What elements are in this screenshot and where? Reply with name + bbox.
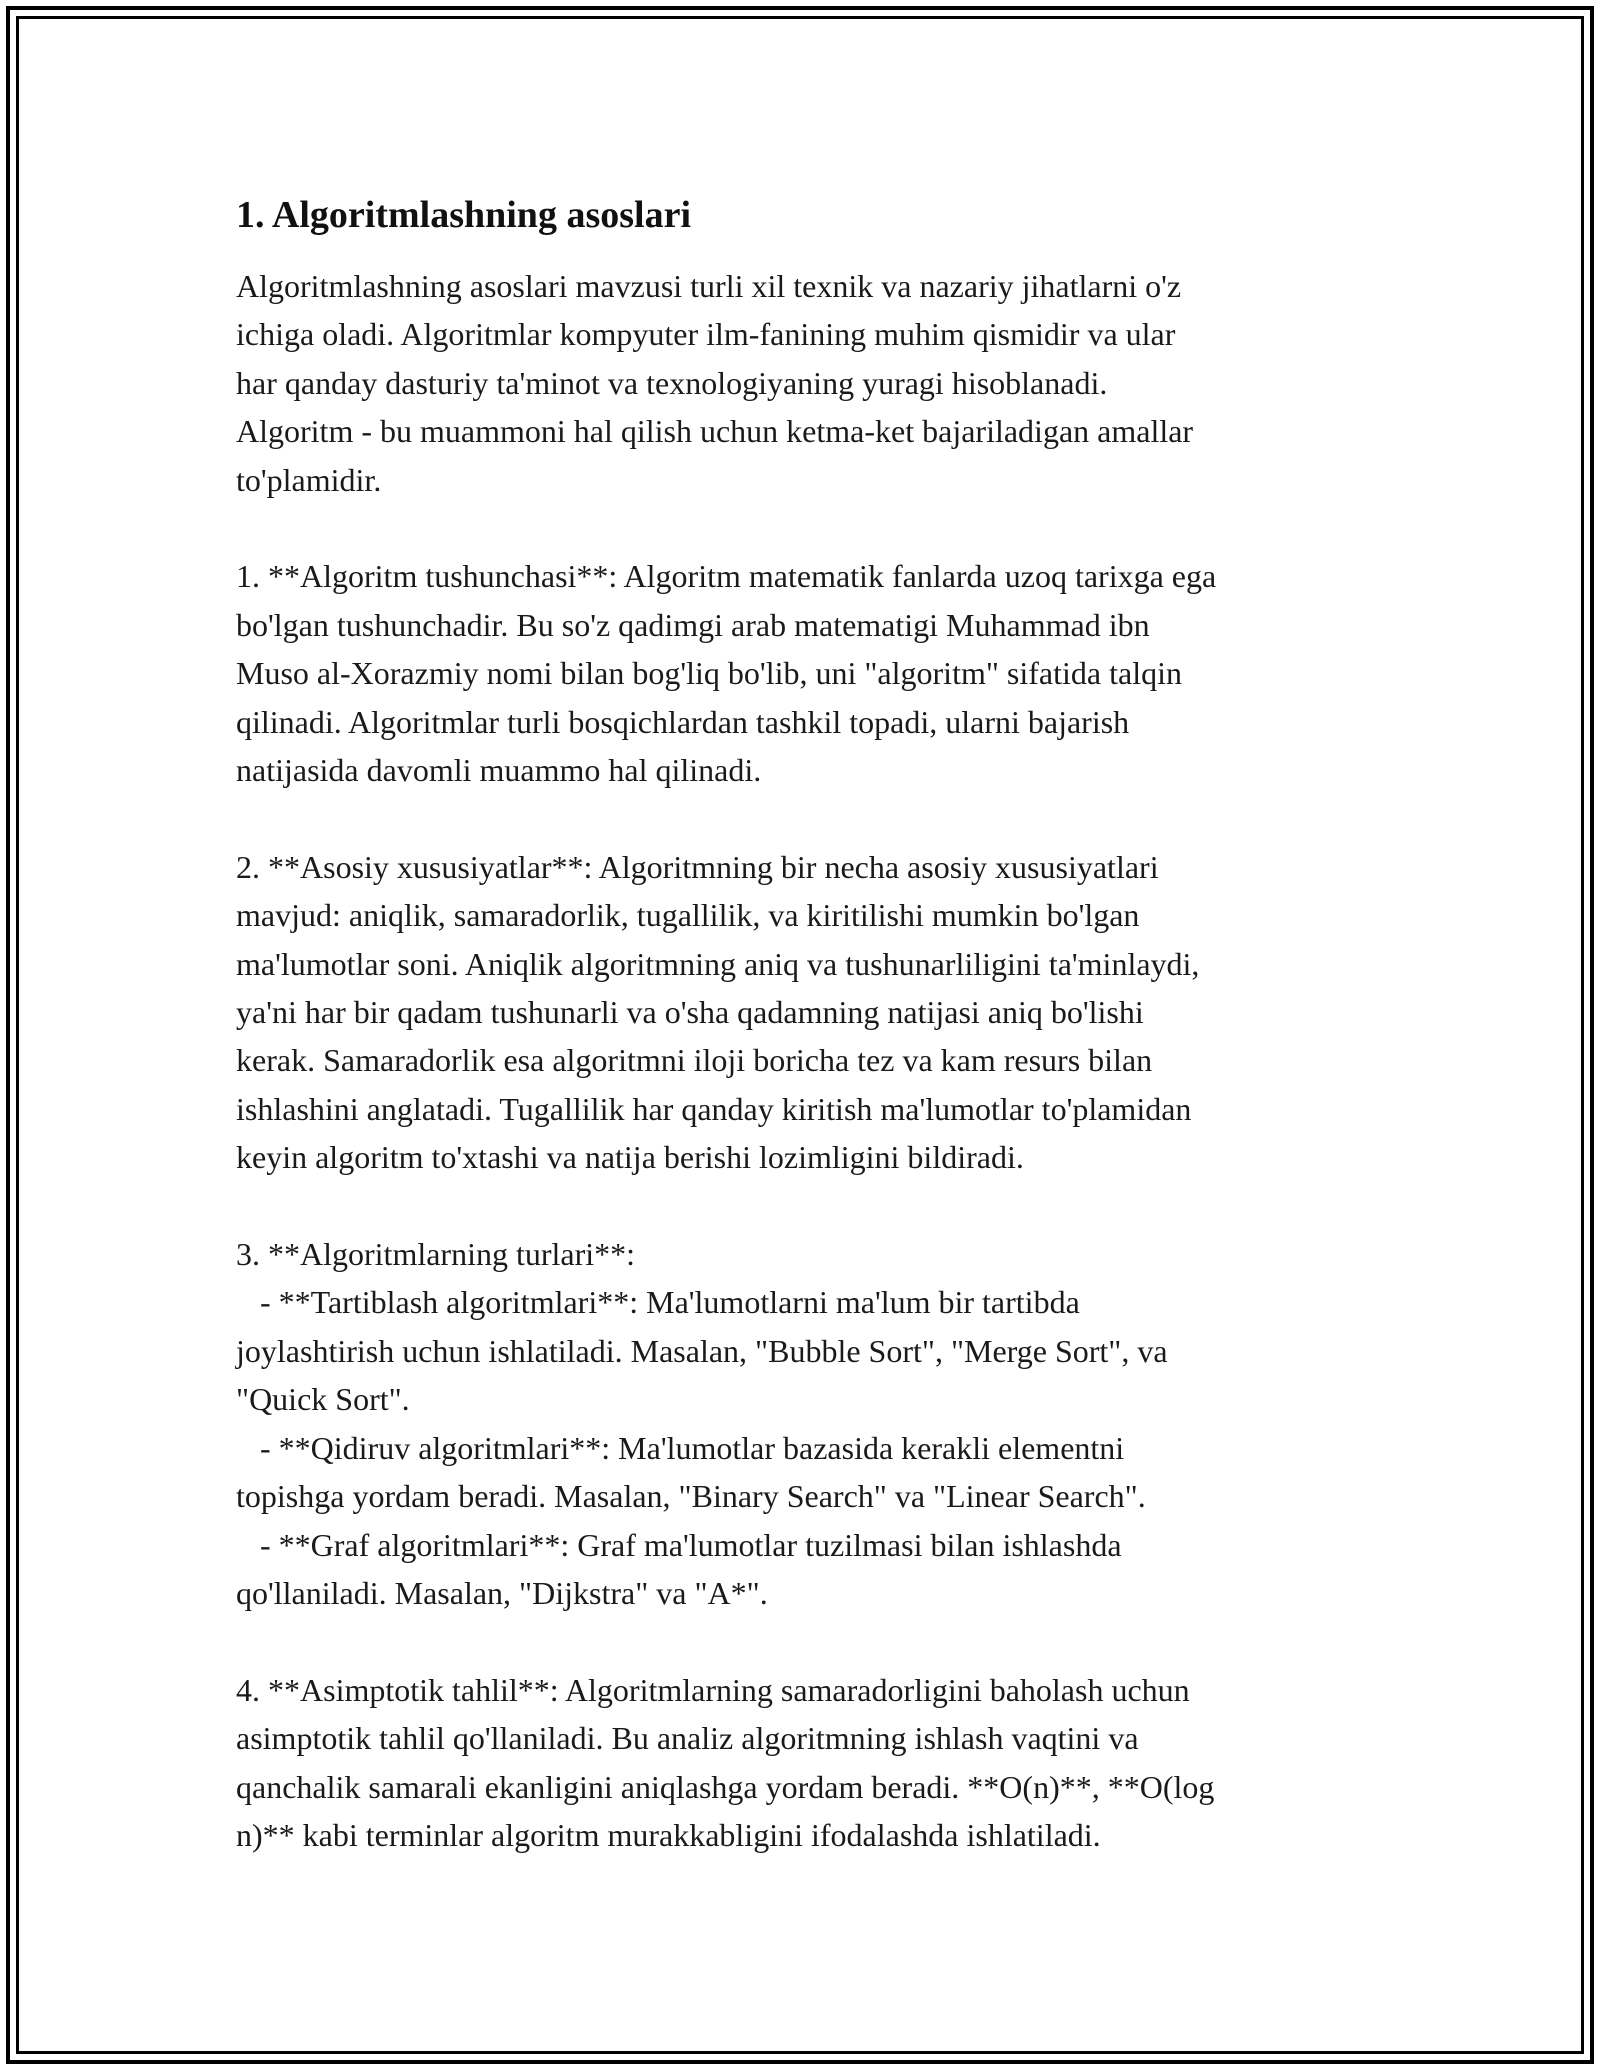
section-heading: 1. Algoritmlashning asoslari (236, 194, 691, 236)
intro-paragraph: Algoritmlashning asoslari mavzusi turli xil texnik va nazariy jihatlarni o'z ichiga oladi. Algoritmlar kompyuter ilm-fanining muhim qismidir va ular har qanday dasturiy ta'minot va texnologiyaning yuragi hisoblanadi. Algoritm - bu muammoni hal qilish uchun ketma-ket bajariladigan amallar to'plamidir. (236, 268, 1194, 498)
paragraph-asosiy-xususiyatlar: 2. **Asosiy xususiyatlar**: Algoritmning bir necha asosiy xususiyatlari mavjud: aniqlik, samaradorlik, tugallilik, va kiritilishi mumkin bo'lgan ma'lumotlar soni. Aniqlik algoritmning aniq va tushunarliligini ta'minlaydi, ya'ni har bir qadam tushunarli va o'sha qadamning natijasi aniq bo'lishi kerak. Samaradorlik esa algoritmni iloji boricha tez va kam resurs bilan ishlashini anglatadi. Tugallilik har qanday kiritish ma'lumotlar to'plamidan keyin algoritm to'xtashi va natija berishi lozimligini bildiradi. (236, 848, 1200, 1176)
paragraph-spacer (236, 794, 1406, 842)
paragraph-spacer (236, 504, 1406, 552)
document-body (236, 186, 1406, 1859)
paragraph-asimptotik-tahlil: 4. **Asimptotik tahlil**: Algoritmlarning samaradorligini baholash uchun asimptotik tahlil qo'llaniladi. Bu analiz algoritmning ishlash vaqtini va qanchalik samarali ekanligini aniqlashga yordam beradi. **O(n)**, **O(log n)** kabi terminlar algoritm murakkabligini ifodalashda ishlatiladi. (236, 1671, 1215, 1853)
paragraph-spacer (236, 1617, 1406, 1665)
paragraph-algoritm-tushunchasi: 1. **Algoritm tushunchasi**: Algoritm matematik fanlarda uzoq tarixga ega bo'lgan tushunchadir. Bu so'z qadimgi arab matematigi Muhammad ibn Muso al-Xorazmiy nomi bilan bog'liq bo'lib, uni "algoritm" sifatida talqin qilinadi. Algoritmlar turli bosqichlardan tashkil topadi, ularni bajarish natijasida davomli muammo hal qilinadi. (236, 558, 1217, 789)
paragraph-spacer (236, 1182, 1406, 1230)
paragraph-algoritmlarning-turlari: 3. **Algoritmlarning turlari**: - **Tartiblash algoritmlari**: Ma'lumotlarni ma'lum bir tartibda joylashtirish uchun ishlatiladi. Masalan, "Bubble Sort", "Merge Sort", va "Quick Sort". - **Qidiruv algoritmlari**: Ma'lumotlar bazasida kerakli elementni topishga yordam beradi. Masalan, "Binary Search" va "Linear Search". - **Graf algoritmlari**: Graf ma'lumotlar tuzilmasi bilan ishlashda qo'llaniladi. Masalan, "Dijkstra" va "A*". (236, 1236, 1168, 1611)
